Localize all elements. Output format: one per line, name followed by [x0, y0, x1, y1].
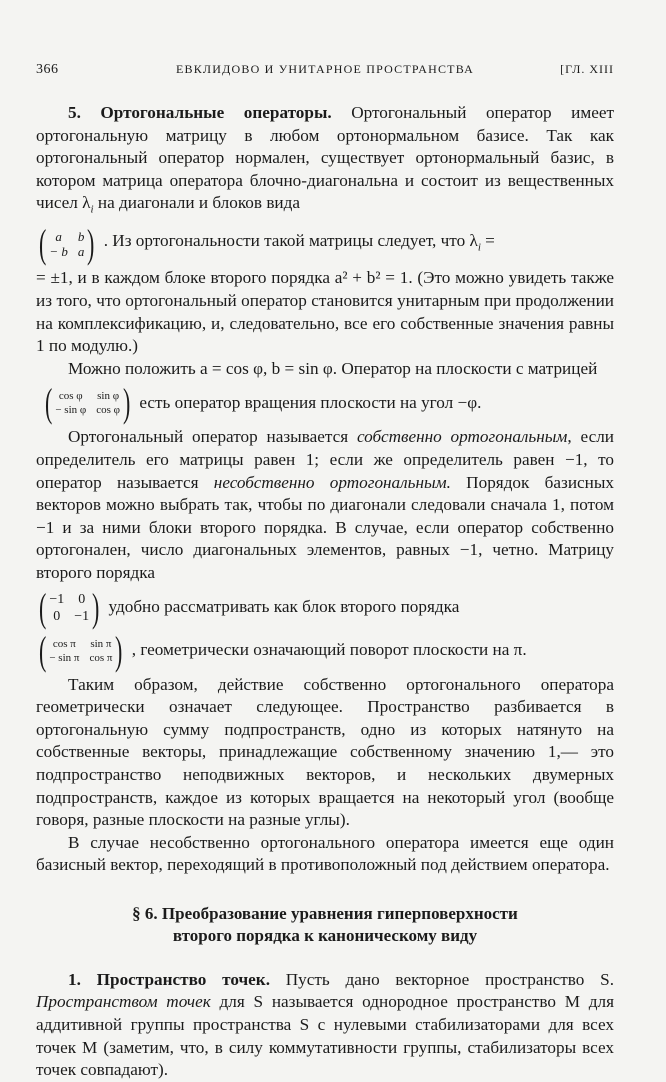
subsection-heading: 1. Пространство точек. [68, 969, 270, 989]
text-run: удобно рассматривать как блок второго порядка [108, 597, 460, 617]
matrix-cell: cos π [52, 637, 76, 650]
running-header [36, 62, 614, 82]
formula-line-pi [36, 627, 614, 673]
paragraph-improper-case: В случае несобственно ортогонального оператора имеется еще один базисный вектор, переходящий в противоположный под действием оператора. [36, 832, 614, 875]
term-improper-orthogonal: несобственно ортогональным. [213, 472, 451, 492]
text-run: = [480, 230, 495, 250]
left-paren: ( [44, 380, 53, 426]
matrix-cell: − sin φ [55, 404, 87, 417]
section-title-line: второго порядка к каноническому виду [172, 925, 478, 945]
matrix-ab [36, 221, 98, 267]
matrix-cell: cos π [89, 651, 113, 664]
matrix-grid [49, 637, 112, 665]
right-paren: ) [122, 380, 131, 426]
matrix-cell: 0 [78, 591, 86, 607]
matrix-cell: −1 [74, 608, 90, 624]
chapter-label: [ГЛ. XIII [560, 62, 614, 76]
formula-line-rotation [36, 380, 614, 426]
text-run: есть оператор вращения плоскости на угол −φ. [139, 393, 482, 413]
matrix-grid [55, 389, 120, 417]
matrix-cell: sin π [90, 637, 112, 650]
formula-line-negative [36, 584, 614, 630]
text-run: , если определитель его матрицы равен 1; если же определитель равен −1, то оператор называется [36, 427, 614, 492]
matrix-cell: sin φ [97, 390, 120, 403]
page-body [36, 102, 614, 1082]
term-point-space: Пространством точек [36, 992, 211, 1012]
text-run: Порядок базисных векторов можно выбрать так, чтобы по диагонали следовали сначала 1, потом −1 и за ними блоки второго порядка. В случае, если оператор собственно ортогонален, число диагональных элементов, равных −1, четно. Матрицу второго порядка [36, 472, 614, 582]
paragraph-point-space [36, 969, 614, 1082]
subscript: i [90, 203, 94, 216]
matrix-grid [49, 229, 84, 259]
running-title: ЕВКЛИДОВО И УНИТАРНОЕ ПРОСТРАНСТВА [175, 62, 475, 76]
page-number: 366 [36, 62, 59, 77]
matrix-cell: −1 [49, 591, 65, 607]
paragraph-geometric-meaning: Таким образом, действие собственно ортогонального оператора геометрически означает следующее. Пространство разбивается в ортогональную сумму подпространств, одно из которых натянуто на собственные векторы, принадлежащие собственному значению 1,— это подпространство неподвижных векторов, и нескольких двумерных подпространств, каждое из которых вращается на некоторый угол (вообще говоря, разные плоскости на разные углы). [36, 674, 614, 830]
text-run: Пусть дано векторное пространство S. [270, 969, 614, 989]
text-run: , геометрически означающий поворот плоскости на π. [131, 640, 527, 660]
left-paren: ( [38, 221, 47, 267]
text-run: на диагонали и блоков вида [93, 193, 301, 213]
left-paren: ( [38, 584, 47, 630]
paragraph-proper-orthogonal [36, 426, 614, 584]
text-run: Ортогональный оператор имеет ортогональную матрицу в любом ортонормальном базисе. Так как ортогональный оператор нормален, существует ортонормальный базис, в котором матрица оператора блочно-диагональна и состоит из вещественных чисел λ [36, 103, 614, 213]
right-paren: ) [92, 584, 100, 630]
matrix-cell: − b [49, 244, 68, 260]
term-proper-orthogonal: собственно ортогональным [356, 427, 568, 447]
matrix-cell: a [77, 244, 85, 260]
text-run: Ортогональный оператор называется [68, 427, 357, 447]
matrix-grid [49, 591, 89, 625]
formula-line-ab [36, 221, 614, 267]
subscript: i [477, 241, 481, 254]
matrix-negative-identity [36, 584, 102, 630]
matrix-cell: 0 [53, 608, 61, 624]
right-paren: ) [87, 221, 95, 267]
paragraph-orthogonal-operators [36, 102, 614, 221]
left-paren: ( [38, 627, 47, 673]
matrix-pi [36, 627, 126, 673]
text-run: . Из ортогональности такой матрицы следует, что λ [103, 230, 478, 250]
matrix-rotation [42, 380, 133, 426]
subsection-heading: 5. Ортогональные операторы. [68, 103, 332, 122]
text-run [104, 230, 614, 259]
section-heading [36, 903, 614, 947]
matrix-cell: cos φ [96, 404, 120, 417]
paragraph-continued: = ±1, и в каждом блоке второго порядка a² + b² = 1. (Это можно увидеть также из того, что ортогональный оператор становится унитарным при продолжении на комплексификацию, и, следовательно, все его собственные значения равны 1 по модулю.) [36, 268, 614, 356]
right-paren: ) [115, 627, 123, 673]
matrix-cell: cos φ [58, 390, 83, 403]
matrix-cell: a [55, 229, 62, 245]
text-run: для S называется однородное пространство M для аддитивной группы пространства S с нулевыми стабилизаторами для всех точек M (заметим, что, в силу коммутативности группы, стабилизаторы всех точек совпадают). [36, 992, 614, 1080]
section-title-line: § 6. Преобразование уравнения гиперповерхности [132, 903, 518, 923]
matrix-cell: b [77, 229, 85, 245]
matrix-cell: − sin π [49, 651, 80, 664]
paragraph-cos-sin: Можно положить a = cos φ, b = sin φ. Оператор на плоскости с матрицей [68, 358, 598, 378]
